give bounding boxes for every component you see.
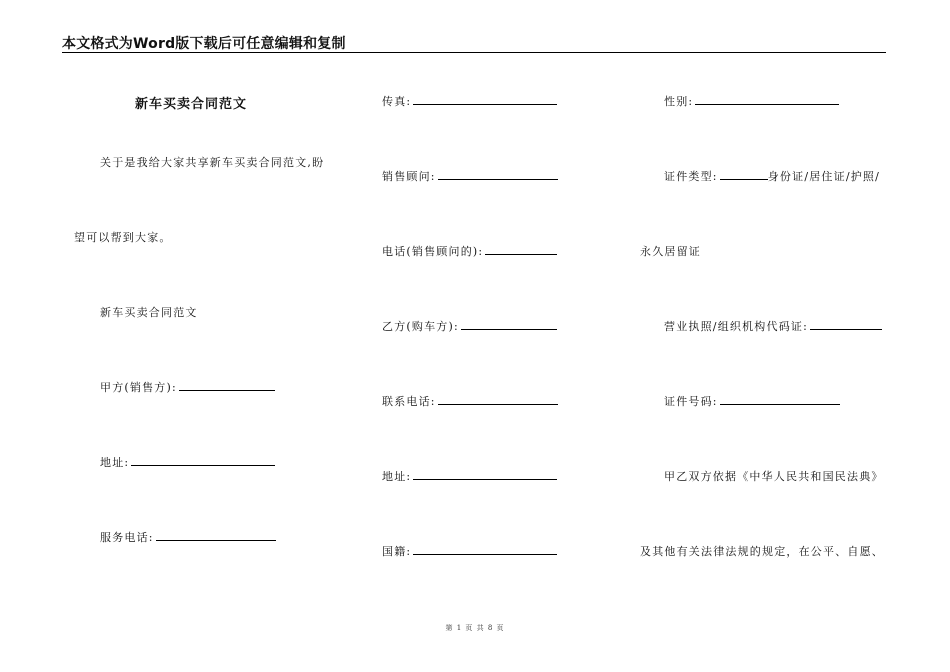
page-number: 第 1 页 共 8 页	[445, 624, 505, 632]
party-b-blank	[461, 319, 557, 330]
sales-consultant-field	[382, 168, 558, 184]
business-license-blank	[810, 319, 882, 330]
contact-phone-field	[382, 393, 558, 409]
contact-phone-label: 联系电话:	[382, 395, 436, 408]
gender-field	[664, 93, 839, 109]
consultant-phone-field	[382, 243, 557, 259]
business-license-label: 营业执照/组织机构代码证:	[664, 320, 809, 333]
address-b-blank	[413, 469, 557, 480]
id-type-options: 身份证/居住证/护照/	[767, 170, 881, 183]
service-phone-blank	[156, 530, 276, 541]
service-phone-label: 服务电话:	[100, 531, 154, 544]
legal-basis-line-1: 甲乙双方依据《中华人民共和国民法典》	[664, 470, 884, 483]
contact-phone-blank	[438, 394, 558, 405]
consultant-phone-blank	[485, 244, 557, 255]
header-rule	[62, 52, 886, 53]
permanent-residence: 永久居留证	[640, 245, 701, 258]
id-number-label: 证件号码:	[664, 395, 718, 408]
party-a-field	[100, 379, 275, 395]
document-header: 本文格式为Word版下载后可任意编辑和复制	[62, 36, 346, 52]
id-number-field	[664, 393, 840, 409]
nationality-field	[382, 543, 557, 559]
legal-basis-line-2: 及其他有关法律法规的规定，在公平、自愿、	[640, 545, 884, 558]
fax-field	[382, 93, 557, 109]
nationality-label: 国籍:	[382, 545, 412, 558]
address-a-field	[100, 454, 275, 470]
party-a-label: 甲方(销售方):	[100, 381, 177, 394]
sales-consultant-label: 销售顾问:	[382, 170, 436, 183]
id-type-label: 证件类型:	[664, 170, 718, 183]
id-number-blank	[720, 394, 840, 405]
document-title: 新车买卖合同范文	[135, 97, 248, 112]
address-b-field	[382, 468, 557, 484]
gender-label: 性别:	[664, 95, 694, 108]
address-a-blank	[131, 455, 275, 466]
address-b-label: 地址:	[382, 470, 412, 483]
intro-line-2: 望可以帮到大家。	[74, 231, 172, 244]
consultant-phone-label: 电话(销售顾问的):	[382, 245, 484, 258]
fax-blank	[413, 94, 557, 105]
gender-blank	[695, 94, 839, 105]
party-a-blank	[179, 380, 275, 391]
party-b-field	[382, 318, 557, 334]
address-a-label: 地址:	[100, 456, 130, 469]
fax-label: 传真:	[382, 95, 412, 108]
party-b-label: 乙方(购车方):	[382, 320, 459, 333]
subtitle: 新车买卖合同范文	[100, 306, 198, 319]
business-license-field	[664, 318, 882, 334]
sales-consultant-blank	[438, 169, 558, 180]
nationality-blank	[413, 544, 557, 555]
id-type-blank	[720, 169, 768, 180]
intro-line-1: 关于是我给大家共享新车买卖合同范文,盼	[100, 156, 325, 169]
service-phone-field	[100, 529, 276, 545]
id-type-field	[664, 168, 880, 184]
